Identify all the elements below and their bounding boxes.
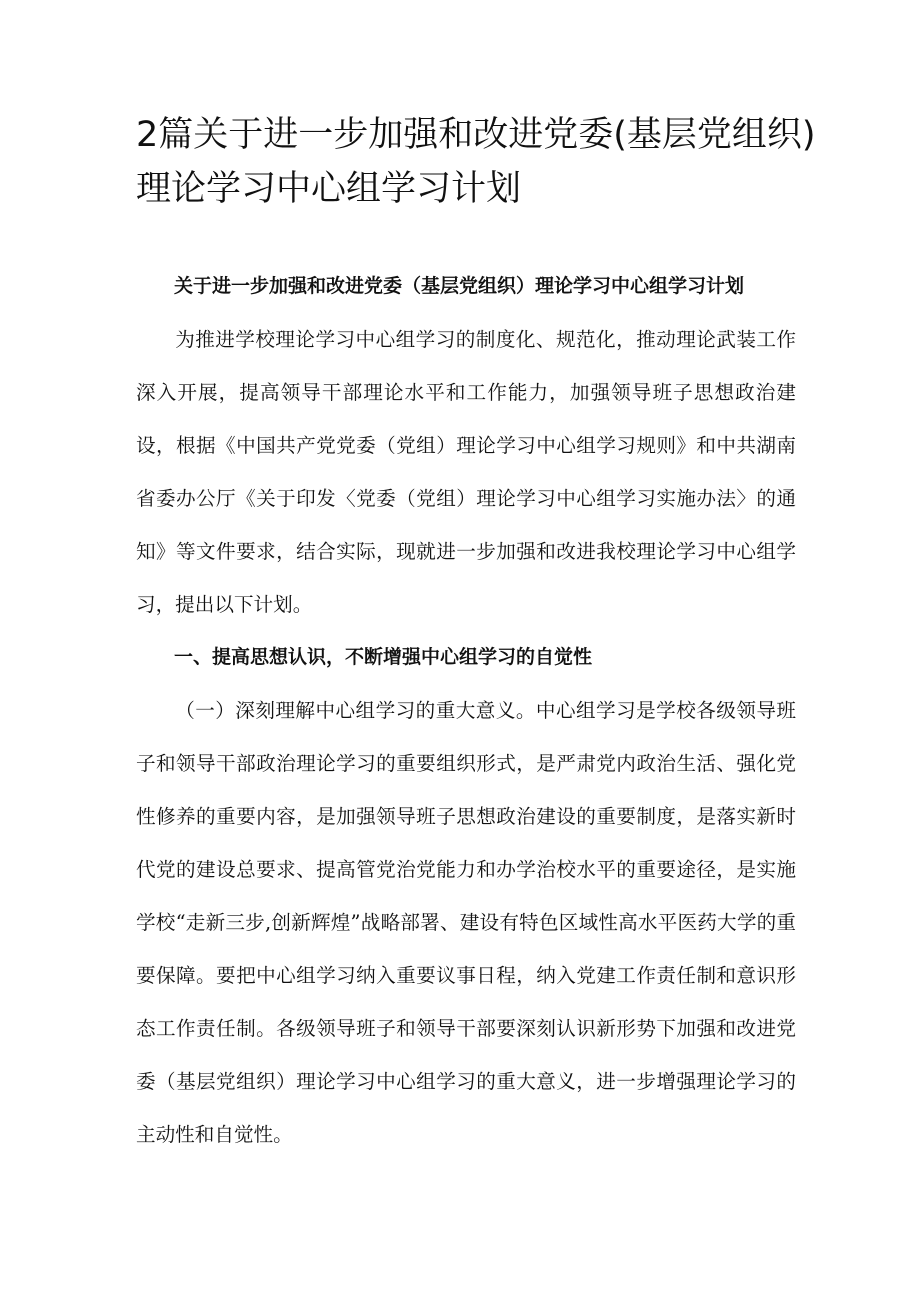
intro-paragraph: 为推进学校理论学习中心组学习的制度化、规范化，推动理论武装工作深入开展，提高领导干部理论水平和工作能力，加强领导班子思想政治建设，根据《中国共产党党委（党组）理论学习中心组学习规则》和中共湖南省委办公厅《关于印发〈党委（党组）理论学习中心组学习实施办法〉的通知》等文件要求，结合实际，现就进一步加强和改进我校理论学习中心组学习，提出以下计划。 bbox=[136, 328, 796, 616]
document-subtitle: 关于进一步加强和改进党委（基层党组织）理论学习中心组学习计划 bbox=[174, 275, 745, 297]
document-body bbox=[136, 260, 796, 1161]
document-title: 2篇关于进一步加强和改进党委(基层党组织)理论学习中心组学习计划 bbox=[136, 115, 816, 209]
section-paragraph: （一）深刻理解中心组学习的重大意义。中心组学习是学校各级领导班子和领导干部政治理论学习的重要组织形式，是严肃党内政治生活、强化党性修养的重要内容，是加强领导班子思想政治建设的重要制度，是落实新时代党的建设总要求、提高管党治党能力和办学治校水平的重要途径，是实施学校“走新三步,创新辉煌”战略部署、建设有特色区域性高水平医药大学的重要保障。要把中心组学习纳入重要议事日程，纳入党建工作责任制和意识形态工作责任制。各级领导班子和领导干部要深刻认识新形势下加强和改进党委（基层党组织）理论学习中心组学习的重大意义，进一步增强理论学习的主动性和自觉性。 bbox=[136, 699, 796, 1146]
section-heading: 一、提高思想认识，不断增强中心组学习的自觉性 bbox=[174, 646, 593, 668]
